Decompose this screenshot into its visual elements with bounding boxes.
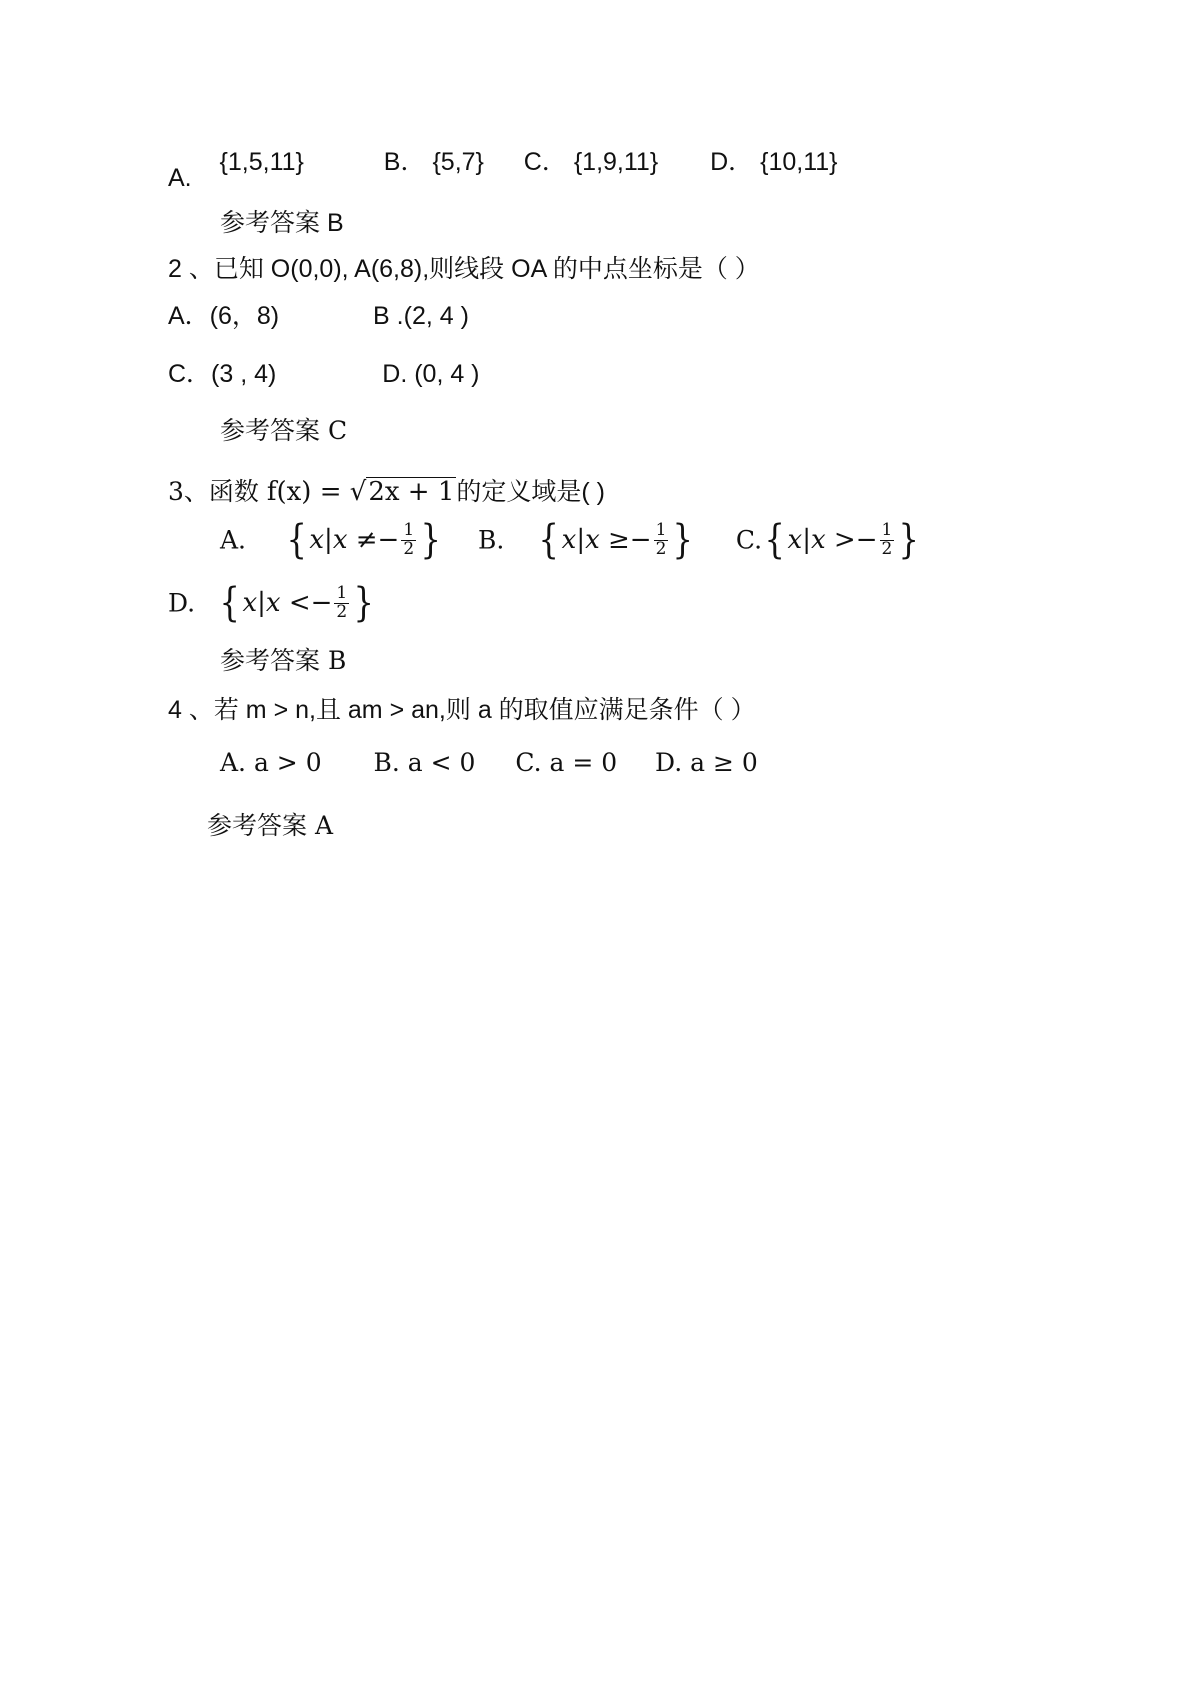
q3-radicand: 2x + 1 (368, 477, 455, 507)
q3-stem (168, 477, 605, 505)
q1-options (168, 148, 838, 192)
q1-option-a-set: {1,5,11} (219, 148, 304, 176)
q3-option-b: B. {x|x ≥− $\frac{1}{2}$ } (477, 517, 694, 563)
q4-option-c: C. a = 0 (515, 748, 618, 777)
q2-option-d: D. (0, 4 ) (382, 360, 480, 388)
q1-option-b-label: B． (383, 148, 426, 176)
q3-function-lhs: f(x) = (266, 477, 350, 507)
q3-answer: 参考答案 B (220, 646, 347, 675)
q3-option-d-label: D. (168, 588, 196, 618)
q3-option-a-label: A. (220, 525, 247, 555)
q1-option-c-label: C． (523, 148, 567, 176)
q2-option-a: A．(6，8) (168, 302, 280, 330)
q3-option-c-right-brace: } (898, 517, 920, 563)
q3-option-c-label: C. (735, 525, 763, 555)
q2-options-row-1 (168, 304, 469, 329)
q3-option-d: D. {x|x <− $\frac{1}{2}$ } (168, 580, 375, 626)
q3-option-c-left-brace: { (764, 517, 786, 563)
q3-option-b-label: B. (477, 525, 505, 555)
q3-number: 3、函数 (168, 477, 267, 506)
q1-option-d-set: {10,11} (760, 148, 838, 176)
q3-option-b-left-brace: { (538, 517, 560, 563)
q1-option-c-set: {1,9,11} (573, 148, 659, 176)
q3-option-a: A. {x|x ≠− $\frac{1}{2}$ } (220, 517, 442, 563)
q1-answer: 参考答案 B (220, 209, 344, 237)
q1-option-b-set: {5,7} (432, 148, 484, 176)
q3-option-c: C.{x|x >− $\frac{1}{2}$ } (735, 517, 920, 563)
q2-options-row-2 (168, 362, 480, 387)
q3-option-a-fraction: $\frac{1}{2}$ (403, 519, 415, 559)
q3-option-b-right-brace: } (672, 517, 694, 563)
q2-option-b: B .(2, 4 ) (373, 302, 469, 330)
q3-stem-tail: 的定义域是( ) (456, 478, 605, 506)
q1-option-d-label: D． (710, 148, 754, 176)
q4-option-b: B. a < 0 (373, 748, 476, 777)
q4-option-a: A. a > 0 (220, 748, 322, 777)
q3-option-c-fraction: $\frac{1}{2}$ (881, 519, 893, 559)
q3-option-d-right-brace: } (353, 580, 375, 626)
q4-stem: 4 、若 m > n,且 am > an,则 a 的取值应满足条件（ ） (168, 696, 756, 724)
q4-options-row (220, 750, 758, 775)
q1-option-a-label: A. (168, 164, 192, 192)
q2-stem: 2 、已知 O(0,0), A(6,8),则线段 OA 的中点坐标是（ ） (168, 255, 760, 283)
q3-sqrt: √2x + 1 (349, 477, 455, 507)
q2-option-c: C．(3 , 4) (168, 360, 277, 388)
q3-option-b-fraction: $\frac{1}{2}$ (655, 519, 667, 559)
q3-option-a-right-brace: } (420, 517, 442, 563)
q4-option-d: D. a ≥ 0 (655, 748, 758, 777)
q3-option-a-left-brace: { (286, 517, 307, 563)
q4-answer: 参考答案 A (207, 811, 334, 840)
q3-options-row (220, 517, 922, 563)
q3-option-d-fraction: $\frac{1}{2}$ (336, 582, 348, 622)
q3-option-d-left-brace: { (219, 580, 240, 626)
q2-answer: 参考答案 C (220, 416, 348, 445)
